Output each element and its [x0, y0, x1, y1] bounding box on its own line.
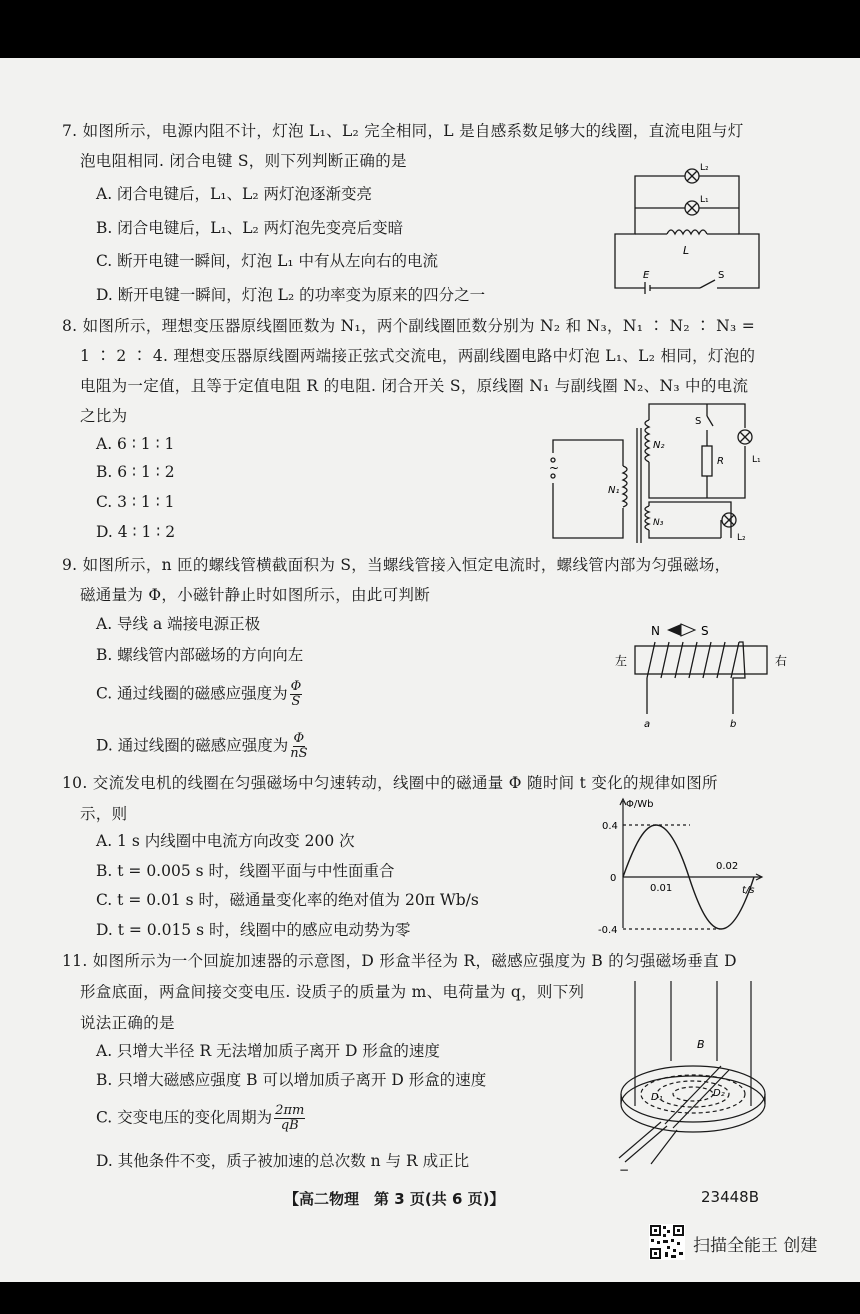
q10-stem-line1: 10. 交流发电机的线圈在匀强磁场中匀速转动，线圈中的磁通量 Φ 随时间 t 变化的规律如图所 [62, 774, 718, 792]
q9-option-c-text: C. 通过线圈的磁感应强度为 [96, 684, 288, 703]
q8-option-a: A. 6 ∶ 1 ∶ 1 [96, 435, 175, 453]
q9-option-b: B. 螺线管内部磁场的方向向左 [96, 646, 304, 664]
q9-fig-b-label: b [730, 719, 737, 730]
q8-fig-l1-label: L₁ [752, 455, 761, 465]
q10-option-a: A. 1 s 内线圈中电流方向改变 200 次 [96, 832, 355, 850]
q10-option-c: C. t = 0.01 s 时，磁通量变化率的绝对值为 20π Wb/s [96, 891, 479, 909]
q7-fig-l1-label: L₁ [700, 195, 709, 205]
q9-option-d-denominator: nS [290, 746, 308, 761]
q11-fig-b-label: B [697, 1038, 705, 1051]
q8-fig-l2-label: L₂ [737, 533, 746, 543]
bottom-black-bar [0, 1282, 860, 1314]
qr-code-icon [649, 1224, 685, 1260]
q8-transformer-figure [545, 398, 775, 548]
q7-option-b: B. 闭合电键后，L₁、L₂ 两灯泡先变亮后变暗 [96, 219, 404, 237]
q9-option-c [96, 680, 302, 709]
q11-option-b: B. 只增大磁感应强度 B 可以增加质子离开 D 形盒的速度 [96, 1071, 487, 1089]
q9-fig-right-label: 右 [775, 654, 788, 668]
q8-fig-source-label: ~ [549, 461, 560, 475]
q11-fig-minus-label: − [619, 1163, 630, 1177]
q9-stem-line1: 9. 如图所示，n 匝的螺线管横截面积为 S，当螺线管接入恒定电流时，螺线管内部为匀强磁场， [62, 556, 731, 574]
top-black-bar [0, 0, 860, 58]
q10-xtick-1: 0.01 [650, 883, 673, 894]
q8-option-d: D. 4 ∶ 1 ∶ 2 [96, 523, 176, 541]
q10-stem-line2: 示，则 [80, 805, 128, 823]
q10-y-label: Φ/Wb [626, 799, 654, 810]
q11-stem-line2: 形盒底面，两盒间接交变电压. 设质子的质量为 m、电荷量为 q，则下列 [80, 983, 585, 1001]
q7-stem-line1: 7. 如图所示，电源内阻不计，灯泡 L₁、L₂ 完全相同，L 是自感系数足够大的线圈，直流电阻与灯 [62, 122, 744, 140]
q11-option-d: D. 其他条件不变，质子被加速的总次数 n 与 R 成正比 [96, 1152, 470, 1170]
q11-option-c-text: C. 交变电压的变化周期为 [96, 1108, 273, 1127]
q11-stem-line1: 11. 如图所示为一个回旋加速器的示意图，D 形盒半径为 R，磁感应强度为 B 的匀强磁场垂直 D [62, 952, 737, 970]
exam-page [0, 58, 860, 1282]
q10-xtick-2: 0.02 [716, 861, 739, 872]
page-footer-code: 23448B [701, 1188, 760, 1206]
q11-option-c-fraction [274, 1104, 305, 1133]
q11-cyclotron-figure [605, 976, 775, 1176]
q11-option-c-numerator: 2πm [275, 1103, 305, 1118]
q11-fig-d1-label: D₁ [651, 1092, 663, 1103]
q7-option-a: A. 闭合电键后，L₁、L₂ 两灯泡逐渐变亮 [96, 185, 372, 203]
q8-fig-n2-label: N₂ [653, 440, 665, 451]
watermark-text: 扫描全能王 创建 [693, 1236, 818, 1256]
q7-option-c: C. 断开电键一瞬间，灯泡 L₁ 中有从左向右的电流 [96, 252, 439, 270]
page-footer-title: 【高二物理 第 3 页(共 6 页)】 [284, 1190, 505, 1208]
q7-stem-line2: 泡电阻相同. 闭合电键 S，则下列判断正确的是 [80, 152, 407, 170]
q10-x-label: t/s [742, 885, 755, 896]
q7-fig-l2-label: L₂ [700, 163, 709, 173]
q10-option-b: B. t = 0.005 s 时，线圈平面与中性面重合 [96, 862, 395, 880]
q10-origin-label: 0 [610, 873, 617, 884]
q9-stem-line2: 磁通量为 Φ，小磁针静止时如图所示，由此可判断 [80, 586, 431, 604]
q8-stem-line4: 之比为 [80, 407, 128, 425]
q9-fig-s-label: S [701, 624, 709, 638]
q8-option-c: C. 3 ∶ 1 ∶ 1 [96, 493, 175, 511]
q10-ytick-bottom: -0.4 [598, 925, 618, 936]
q9-solenoid-figure [615, 618, 790, 733]
q9-option-c-numerator: Φ [290, 679, 302, 694]
q11-option-c [96, 1104, 305, 1133]
q8-stem-line1: 8. 如图所示，理想变压器原线圈匝数为 N₁，两个副线圈匝数分别为 N₂ 和 N₃，N₁ ∶ N₂ ∶ N₃ = [62, 317, 756, 335]
q9-compass-south-half [681, 624, 695, 636]
q9-fig-left-label: 左 [615, 654, 628, 668]
q10-flux-graph [590, 793, 775, 943]
q9-option-d-text: D. 通过线圈的磁感应强度为 [96, 736, 289, 755]
q7-fig-e-label: E [643, 270, 650, 281]
q8-fig-s-label: S [695, 416, 702, 427]
q11-option-a: A. 只增大半径 R 无法增加质子离开 D 形盒的速度 [96, 1042, 440, 1060]
q10-option-d: D. t = 0.015 s 时，线圈中的感应电动势为零 [96, 921, 411, 939]
q10-ytick-top: 0.4 [602, 821, 618, 832]
q8-fig-n1-label: N₁ [608, 485, 620, 496]
q9-option-d-numerator: Φ [293, 731, 305, 746]
q9-option-d [96, 732, 308, 761]
q9-fig-a-label: a [644, 719, 651, 730]
q7-fig-s-label: S [718, 270, 725, 281]
q11-stem-line3: 说法正确的是 [80, 1014, 175, 1032]
q8-stem-line2: 1 ∶ 2 ∶ 4. 理想变压器原线圈两端接正弦式交流电，两副线圈电路中灯泡 L₁、L₂ 相同，灯泡的 [80, 347, 756, 365]
q11-option-c-denominator: qB [280, 1118, 299, 1133]
q8-fig-n3-label: N₃ [653, 518, 664, 528]
q9-option-c-denominator: S [291, 694, 301, 709]
q9-option-a: A. 导线 a 端接电源正极 [96, 615, 261, 633]
q9-option-c-fraction [290, 680, 303, 709]
q7-circuit-figure [605, 158, 765, 298]
q8-stem-line3: 电阻为一定值，且等于定值电阻 R 的电阻. 闭合开关 S，原线圈 N₁ 与副线圈 N₂、N₃ 中的电流 [80, 377, 749, 395]
q7-fig-coil-label: L [683, 244, 690, 257]
q7-option-d: D. 断开电键一瞬间，灯泡 L₂ 的功率变为原来的四分之一 [96, 286, 486, 304]
q11-fig-d2-label: D₂ [713, 1088, 725, 1099]
q9-option-d-fraction [290, 732, 307, 761]
q9-fig-n-label: N [651, 624, 660, 638]
q8-option-b: B. 6 ∶ 1 ∶ 2 [96, 463, 175, 481]
q8-fig-r-label: R [717, 456, 724, 467]
